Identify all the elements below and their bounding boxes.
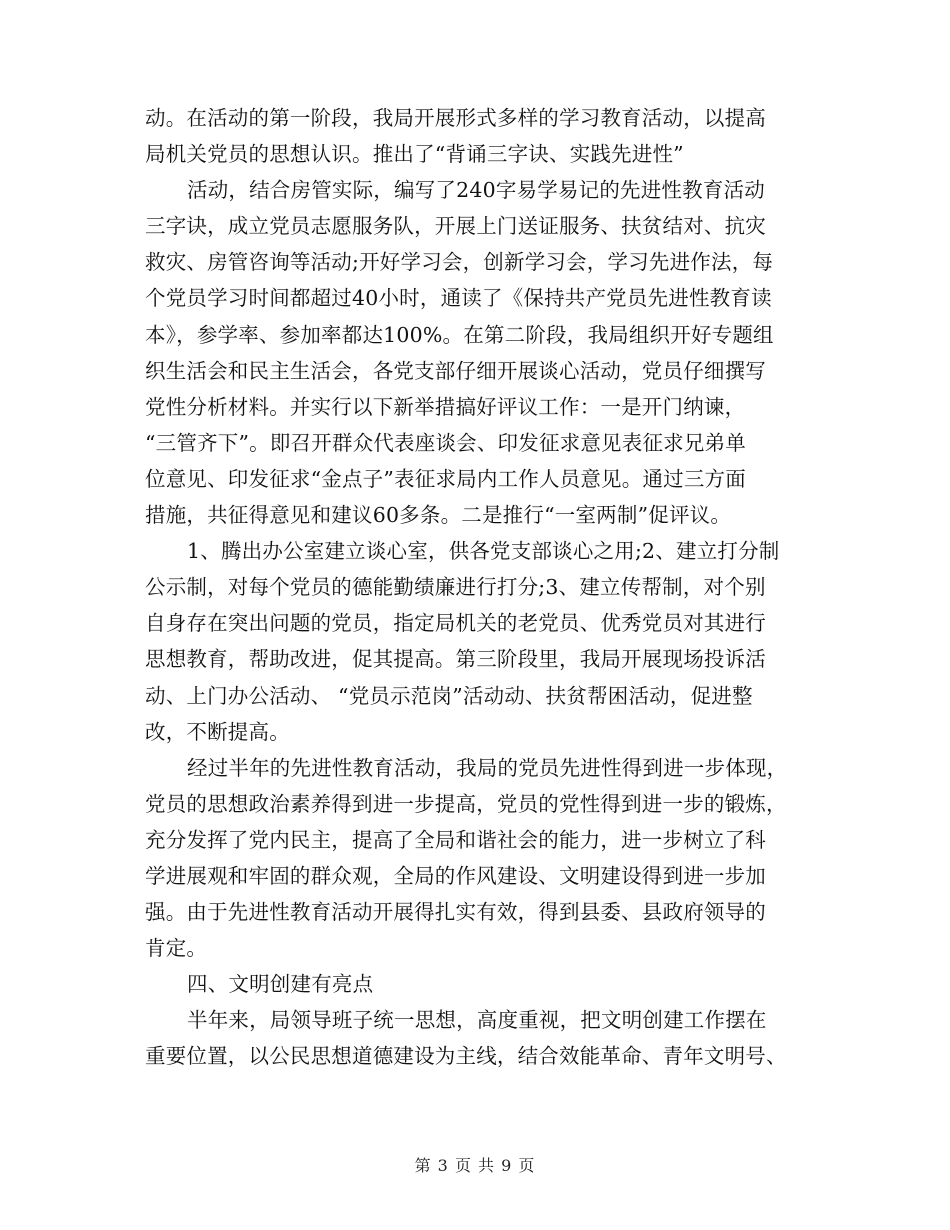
section-heading: 四、文明创建有亮点 (187, 972, 374, 997)
text-line: 学进展观和牢固的群众观，全局的作风建设、文明建设得到进一步加 (145, 863, 766, 888)
paragraph-start: 活动，结合房管实际，编写了240字易学易记的先进性教育活动 (187, 178, 765, 203)
page-footer: 第 3 页 共 9 页 (414, 1156, 536, 1175)
paragraph-start: 经过半年的先进性教育活动，我局的党员先进性得到进一步体现， (187, 755, 788, 780)
text-line: 党性分析材料。并实行以下新举措搞好评议工作：一是开门纳谏， (145, 394, 746, 419)
text-line: 强。由于先进性教育活动开展得扎实有效，得到县委、县政府领导的 (145, 900, 766, 925)
text-line: 公示制，对每个党员的德能勤绩廉进行打分;3、建立传帮制，对个别 (145, 575, 766, 600)
text-line: 局机关党员的思想认识。推出了“背诵三字诀、实践先进性” (145, 142, 684, 167)
text-line: 动。在活动的第一阶段，我局开展形式多样的学习教育活动，以提高 (145, 106, 766, 130)
text-line: 党员的思想政治素养得到进一步提高，党员的党性得到进一步的锻炼， (145, 791, 787, 816)
document-body (145, 100, 805, 1075)
text-line: 自身存在突出问题的党员，指定局机关的老党员、优秀党员对其进行 (145, 611, 766, 636)
text-line: 位意见、印发征求“金点子”表征求局内工作人员意见。通过三方面 (145, 466, 746, 491)
text-line: 肯定。 (145, 936, 208, 961)
text-line: 思想教育，帮助改进，促其提高。第三阶段里，我局开展现场投诉活 (145, 647, 766, 672)
paragraph-start: 半年来，局领导班子统一思想，高度重视，把文明创建工作摆在 (187, 1008, 767, 1033)
text-line: 个党员学习时间都超过40小时，通读了《保持共产党员先进性教育读 (145, 286, 772, 311)
text-line: 充分发挥了党内民主，提高了全局和谐社会的能力，进一步树立了科 (145, 827, 766, 852)
text-line: “三管齐下”。即召开群众代表座谈会、印发征求意见表征求兄弟单 (145, 430, 746, 455)
text-line: 改，不断提高。 (145, 719, 290, 744)
text-line: 重要位置，以公民思想道德建设为主线，结合效能革命、青年文明号、 (145, 1044, 787, 1069)
text-line: 织生活会和民主生活会，各党支部仔细开展谈心活动，党员仔细撰写 (145, 358, 766, 383)
text-line: 三字诀，成立党员志愿服务队，开展上门送证服务、扶贫结对、抗灾 (145, 214, 766, 239)
text-line: 本》，参学率、参加率都达100%。在第二阶段，我局组织开好专题组 (145, 322, 774, 347)
paragraph-start: 1、腾出办公室建立谈心室，供各党支部谈心之用;2、建立打分制 (187, 539, 780, 564)
text-line: 动、上门办公活动、 “党员示范岗”活动动、扶贫帮困活动，促进整 (145, 683, 753, 708)
text-line: 措施，共征得意见和建议60多条。二是推行“一室两制”促评议。 (145, 503, 732, 528)
text-line: 救灾、房管咨询等活动;开好学习会，创新学习会，学习先进作法，每 (145, 250, 774, 275)
